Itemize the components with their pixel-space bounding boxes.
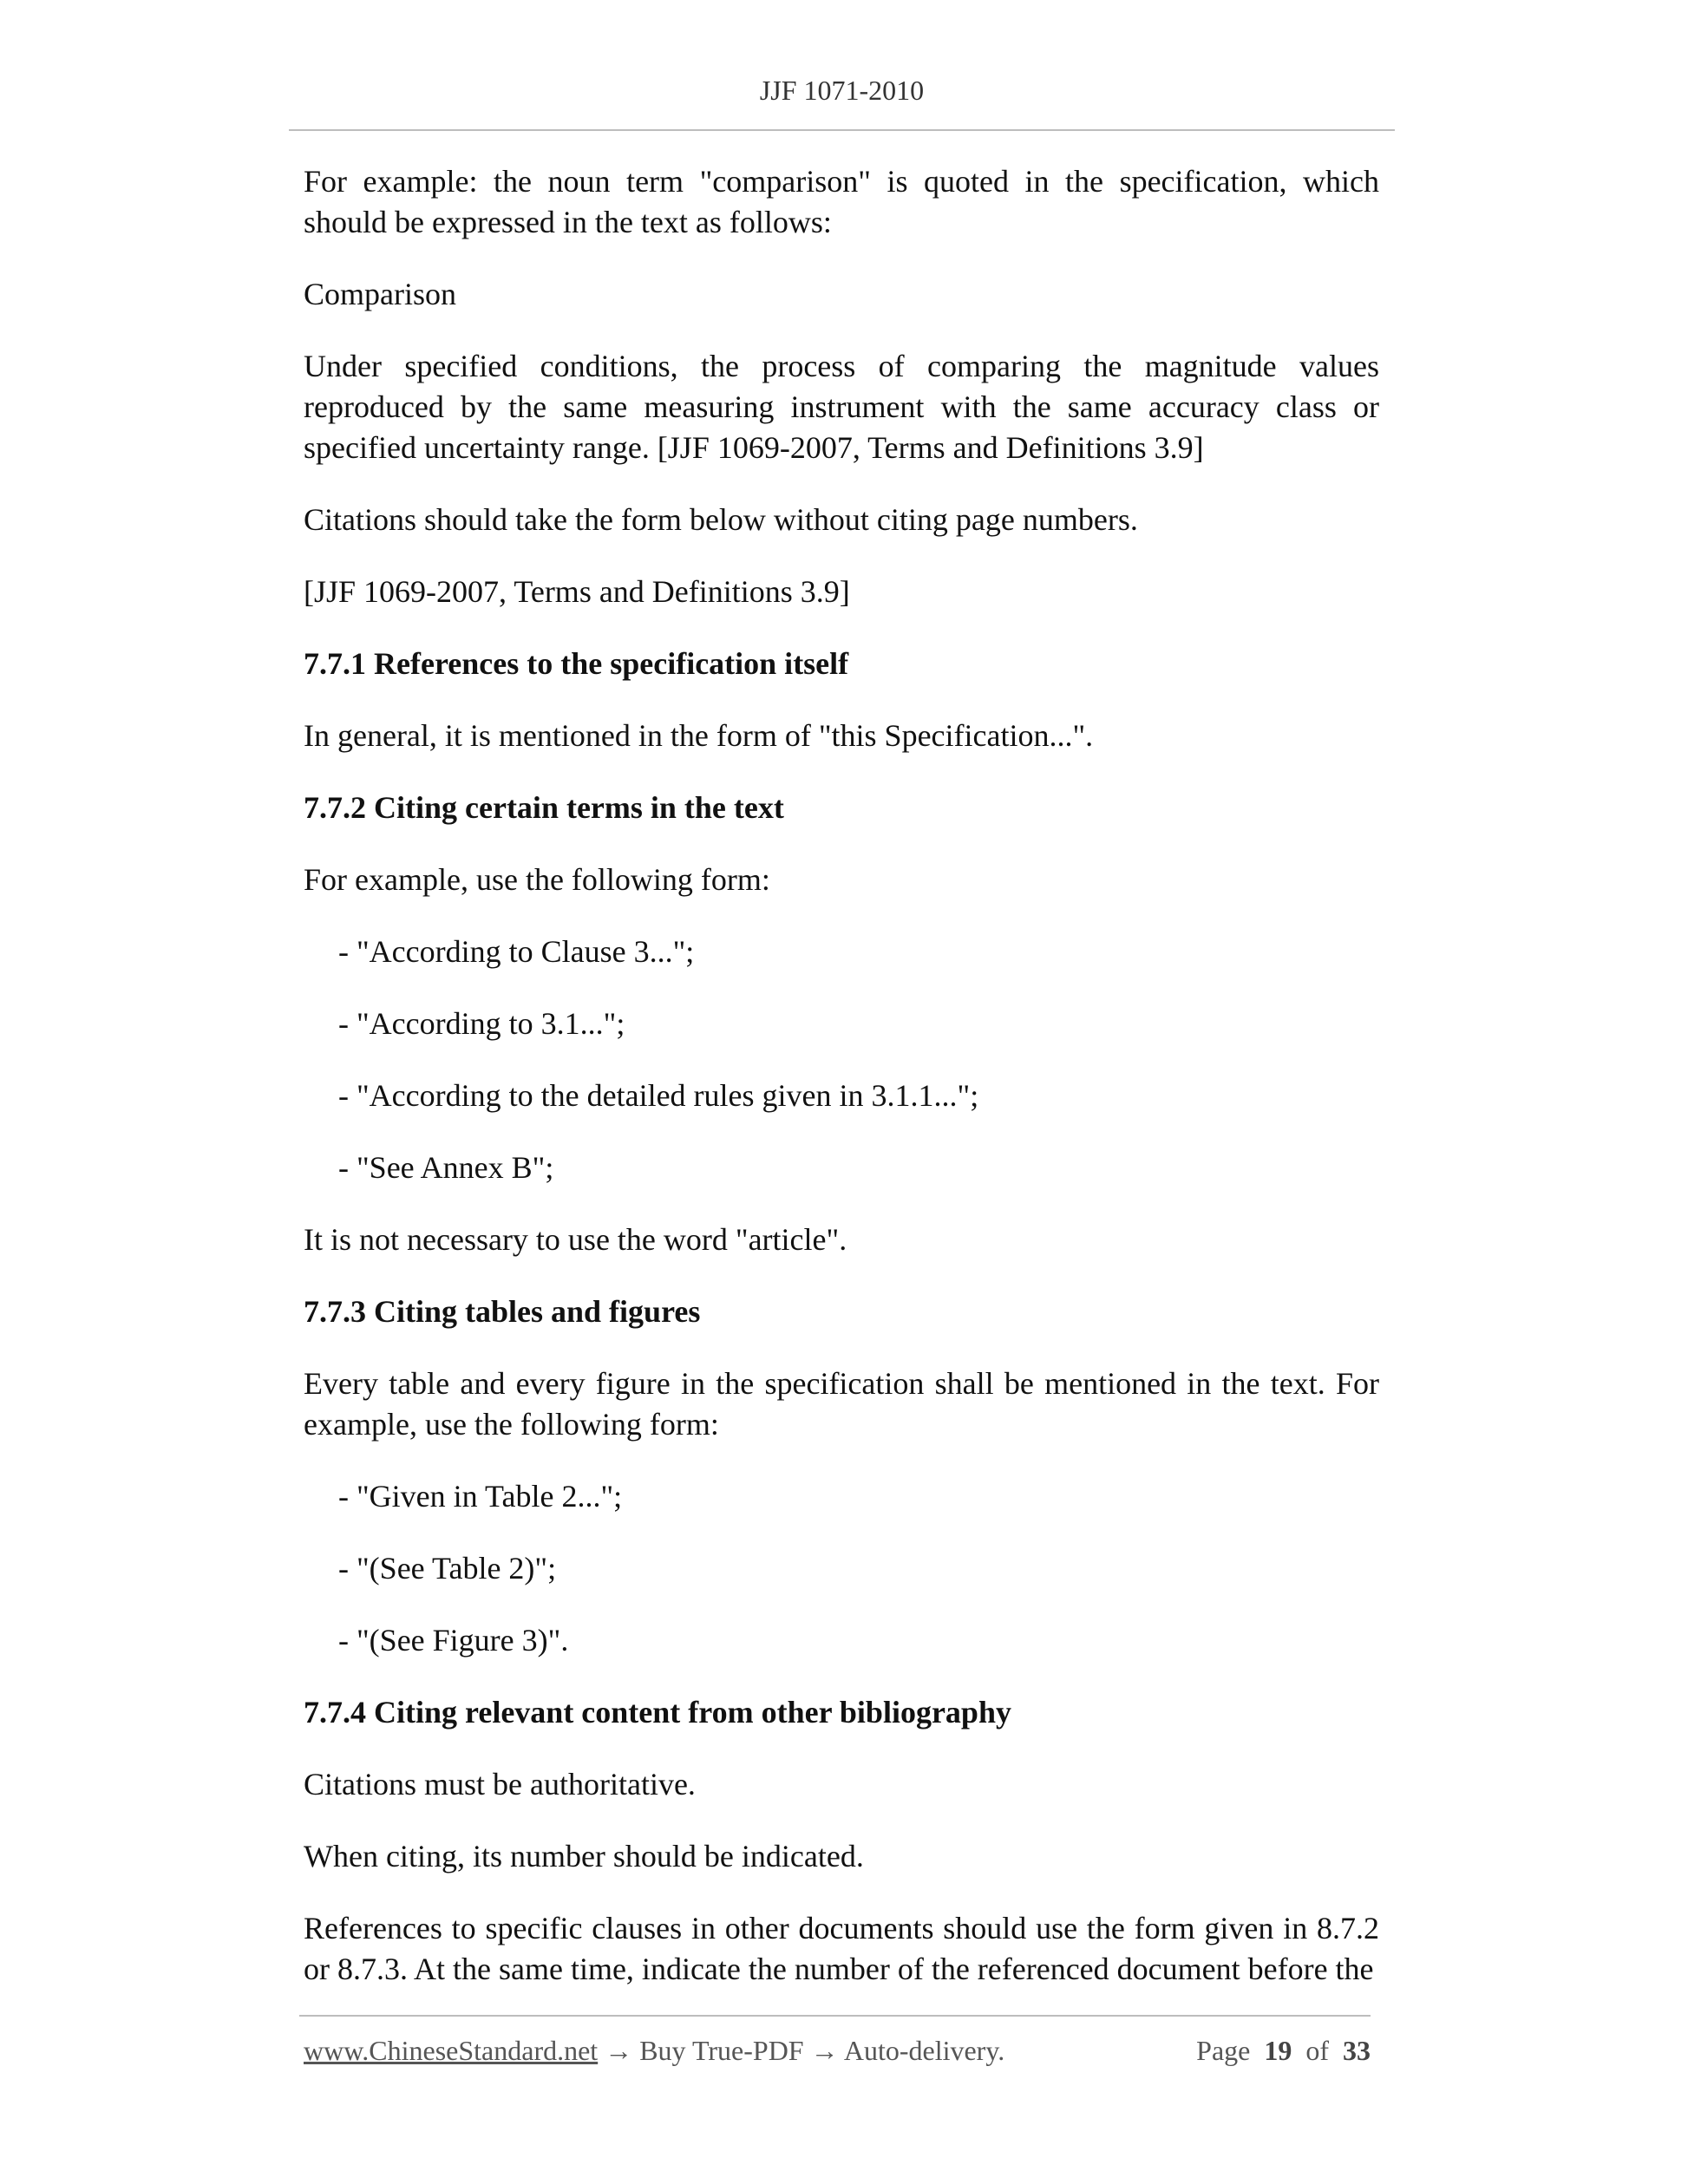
citation-example: [JJF 1069-2007, Terms and Definitions 3.9] (304, 574, 850, 609)
list-item: - "According to 3.1..."; (338, 1006, 625, 1041)
page-number (1196, 2035, 1371, 2067)
paragraph: It is not necessary to use the word "article". (304, 1222, 847, 1257)
section-heading-7-7-2: 7.7.2 Citing certain terms in the text (304, 790, 784, 825)
auto-delivery-text: Auto-delivery. (843, 2035, 1005, 2066)
list-item: - "(See Figure 3)". (338, 1623, 569, 1658)
of-label: of (1305, 2035, 1329, 2066)
paragraph: Every table and every figure in the specification shall be mentioned in the text. For example, use the following form: (304, 1366, 1379, 1442)
footer-promo (304, 2035, 1004, 2067)
list-item: - "Given in Table 2..."; (338, 1479, 623, 1514)
page-label: Page (1196, 2035, 1251, 2066)
paragraph: For example, use the following form: (304, 862, 770, 897)
paragraph: Citations should take the form below without citing page numbers. (304, 502, 1138, 537)
paragraph: When citing, its number should be indicated. (304, 1839, 864, 1873)
paragraph: For example: the noun term "comparison" is quoted in the specification, which should be expressed in the text as follows: (304, 164, 1379, 239)
list-item: - "See Annex B"; (338, 1150, 554, 1185)
document-body (304, 161, 1379, 2021)
paragraph: Under specified conditions, the process of comparing the magnitude values reproduced by the same measuring instrument with the same accuracy class or specified uncertainty range. [JJF 1069-2007, Terms and Definitions 3.9] (304, 349, 1379, 465)
list-item: - "According to the detailed rules given in 3.1.1..."; (338, 1078, 979, 1113)
page-header-title: JJF 1071-2010 (759, 75, 925, 106)
footer-divider (299, 2015, 1371, 2017)
total-pages: 33 (1343, 2035, 1371, 2066)
current-page: 19 (1264, 2035, 1292, 2066)
arrow-right-icon: → (605, 2035, 633, 2066)
header-divider (289, 129, 1395, 131)
paragraph: Citations must be authoritative. (304, 1767, 696, 1801)
list-item: - "According to Clause 3..."; (338, 934, 695, 969)
arrow-right-icon: → (810, 2035, 839, 2066)
paragraph: In general, it is mentioned in the form of "this Specification...". (304, 718, 1094, 753)
paragraph: References to specific clauses in other documents should use the form given in 8.7.2 or 8.7.3. At the same time, indicate the number of the referenced document before the (304, 1911, 1379, 1986)
list-item: - "(See Table 2)"; (338, 1551, 557, 1586)
section-heading-7-7-3: 7.7.3 Citing tables and figures (304, 1294, 701, 1329)
term-name: Comparison (304, 277, 456, 311)
buy-pdf-text: Buy True-PDF (639, 2035, 804, 2066)
section-heading-7-7-4: 7.7.4 Citing relevant content from other bibliography (304, 1695, 1011, 1730)
section-heading-7-7-1: 7.7.1 References to the specification itself (304, 646, 849, 681)
website-link[interactable]: www.ChineseStandard.net (304, 2035, 599, 2066)
